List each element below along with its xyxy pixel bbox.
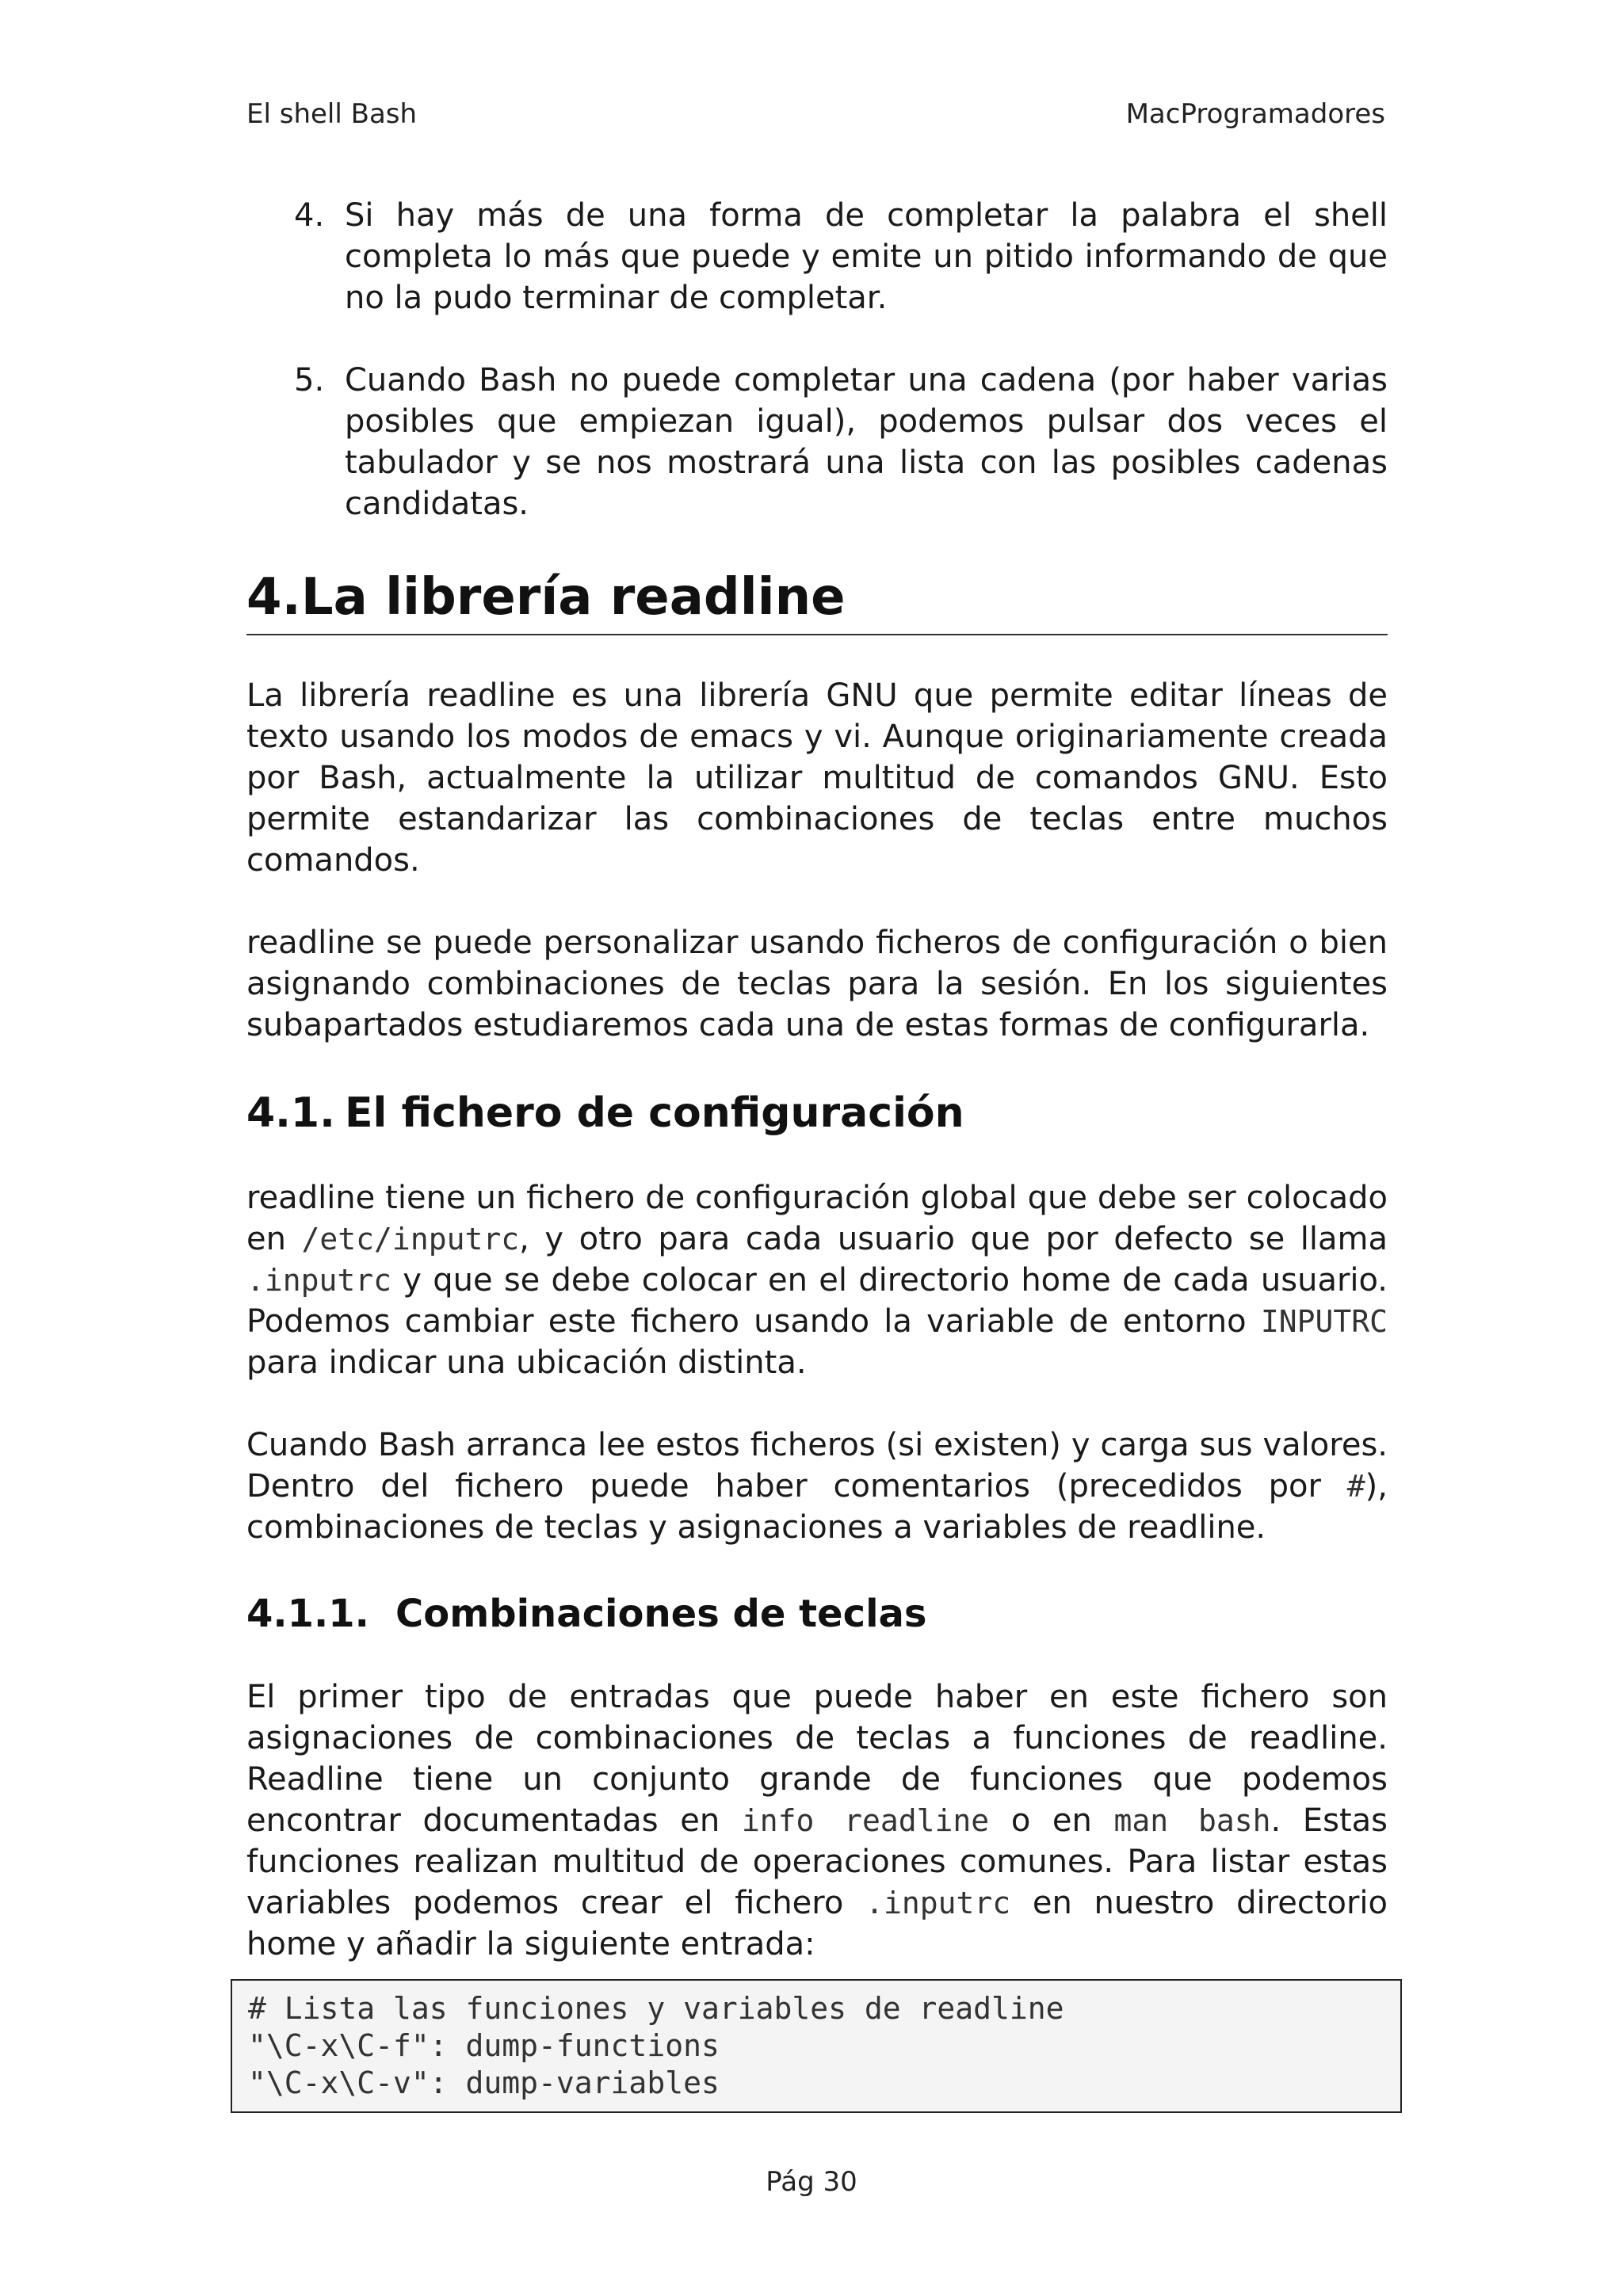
list-item bbox=[246, 360, 1388, 524]
page-header-left: El shell Bash bbox=[246, 98, 418, 130]
subsubsection-heading-key-bindings bbox=[246, 1589, 1388, 1638]
inline-code: .inputrc bbox=[246, 1263, 392, 1298]
code-line: "\C-x\C-f": dump-functions bbox=[248, 2028, 720, 2063]
text-run: readline tiene un fichero de configuración global que debe ser colocado en bbox=[246, 1180, 1388, 1257]
inline-code: man bash bbox=[1113, 1803, 1271, 1838]
inline-code: /etc/inputrc bbox=[301, 1222, 520, 1257]
text-run: y que se debe colocar en el directorio home de cada usuario. Podemos cambiar este fichero usando la variable de entorno bbox=[246, 1262, 1388, 1340]
page-content bbox=[246, 195, 1388, 2113]
heading-number: 4.1.1. bbox=[246, 1592, 369, 1636]
paragraph bbox=[246, 1177, 1388, 1383]
heading-number: 4.1. bbox=[246, 1089, 335, 1137]
list-item-text: Cuando Bash no puede completar una cadena (por haber varias posibles que empiezan igual), podemos pulsar dos veces el tabulador y se nos mostrará una lista con las posibles cadenas candidatas. bbox=[345, 362, 1388, 522]
heading-title: Combinaciones de teclas bbox=[395, 1592, 927, 1636]
text-run: . Estas funciones realizan multitud de operaciones comunes. Para listar estas variables podemos crear el fichero bbox=[246, 1802, 1388, 1921]
inline-code: info readline bbox=[741, 1803, 990, 1838]
code-line: "\C-x\C-v": dump-variables bbox=[248, 2065, 720, 2100]
text-run: para indicar una ubicación distinta. bbox=[246, 1344, 807, 1381]
list-item-number: 4. bbox=[294, 197, 325, 234]
text-run: El primer tipo de entradas que puede haber en este fichero son asignaciones de combinaciones de teclas a funciones de readline. Readline tiene un conjunto grande de funciones que podemos encontrar documentadas en bbox=[246, 1679, 1388, 1839]
page-header-right: MacProgramadores bbox=[1125, 98, 1385, 130]
section-heading-readline: 4.La librería readline bbox=[246, 566, 1388, 635]
heading-title: El fichero de configuración bbox=[345, 1089, 964, 1137]
paragraph: La librería readline es una librería GNU que permite editar líneas de texto usando los modos de emacs y vi. Aunque originariamente creada por Bash, actualmente la utilizar multitud de comandos GNU. Esto permite estandarizar las combinaciones de teclas entre muchos comandos. bbox=[246, 677, 1388, 879]
paragraph bbox=[246, 1425, 1388, 1548]
paragraph: readline se puede personalizar usando ficheros de configuración o bien asignando combinaciones de teclas para la sesión. En los siguientes subapartados estudiaremos cada una de estas formas de configurarla. bbox=[246, 925, 1388, 1043]
list-item-text: Si hay más de una forma de completar la palabra el shell completa lo más que puede y emite un pitido informando de que no la pudo terminar de completar. bbox=[345, 197, 1388, 316]
text-run: en nuestro directorio home y añadir la siguiente entrada: bbox=[246, 1885, 1388, 1962]
inline-code: INPUTRC bbox=[1260, 1304, 1388, 1339]
list-item bbox=[246, 195, 1388, 318]
code-block bbox=[231, 1979, 1402, 2113]
subsection-heading-config-file bbox=[246, 1087, 1388, 1139]
list-item-number: 5. bbox=[294, 362, 325, 399]
paragraph bbox=[246, 1676, 1388, 1965]
text-run: ), combinaciones de teclas y asignaciones a variables de readline. bbox=[246, 1468, 1388, 1546]
code-line: # Lista las funciones y variables de readline bbox=[248, 1991, 1064, 2026]
inline-code: .inputrc bbox=[865, 1886, 1011, 1920]
text-run: Cuando Bash arranca lee estos ficheros (si existen) y carga sus valores. Dentro del fichero puede haber comentarios (precedidos por bbox=[246, 1427, 1388, 1505]
text-run: , y otro para cada usuario que por defecto se llama bbox=[519, 1221, 1388, 1257]
page-number: Pág 30 bbox=[766, 2166, 857, 2198]
text-run: o en bbox=[989, 1802, 1114, 1839]
inline-code: # bbox=[1346, 1469, 1365, 1504]
